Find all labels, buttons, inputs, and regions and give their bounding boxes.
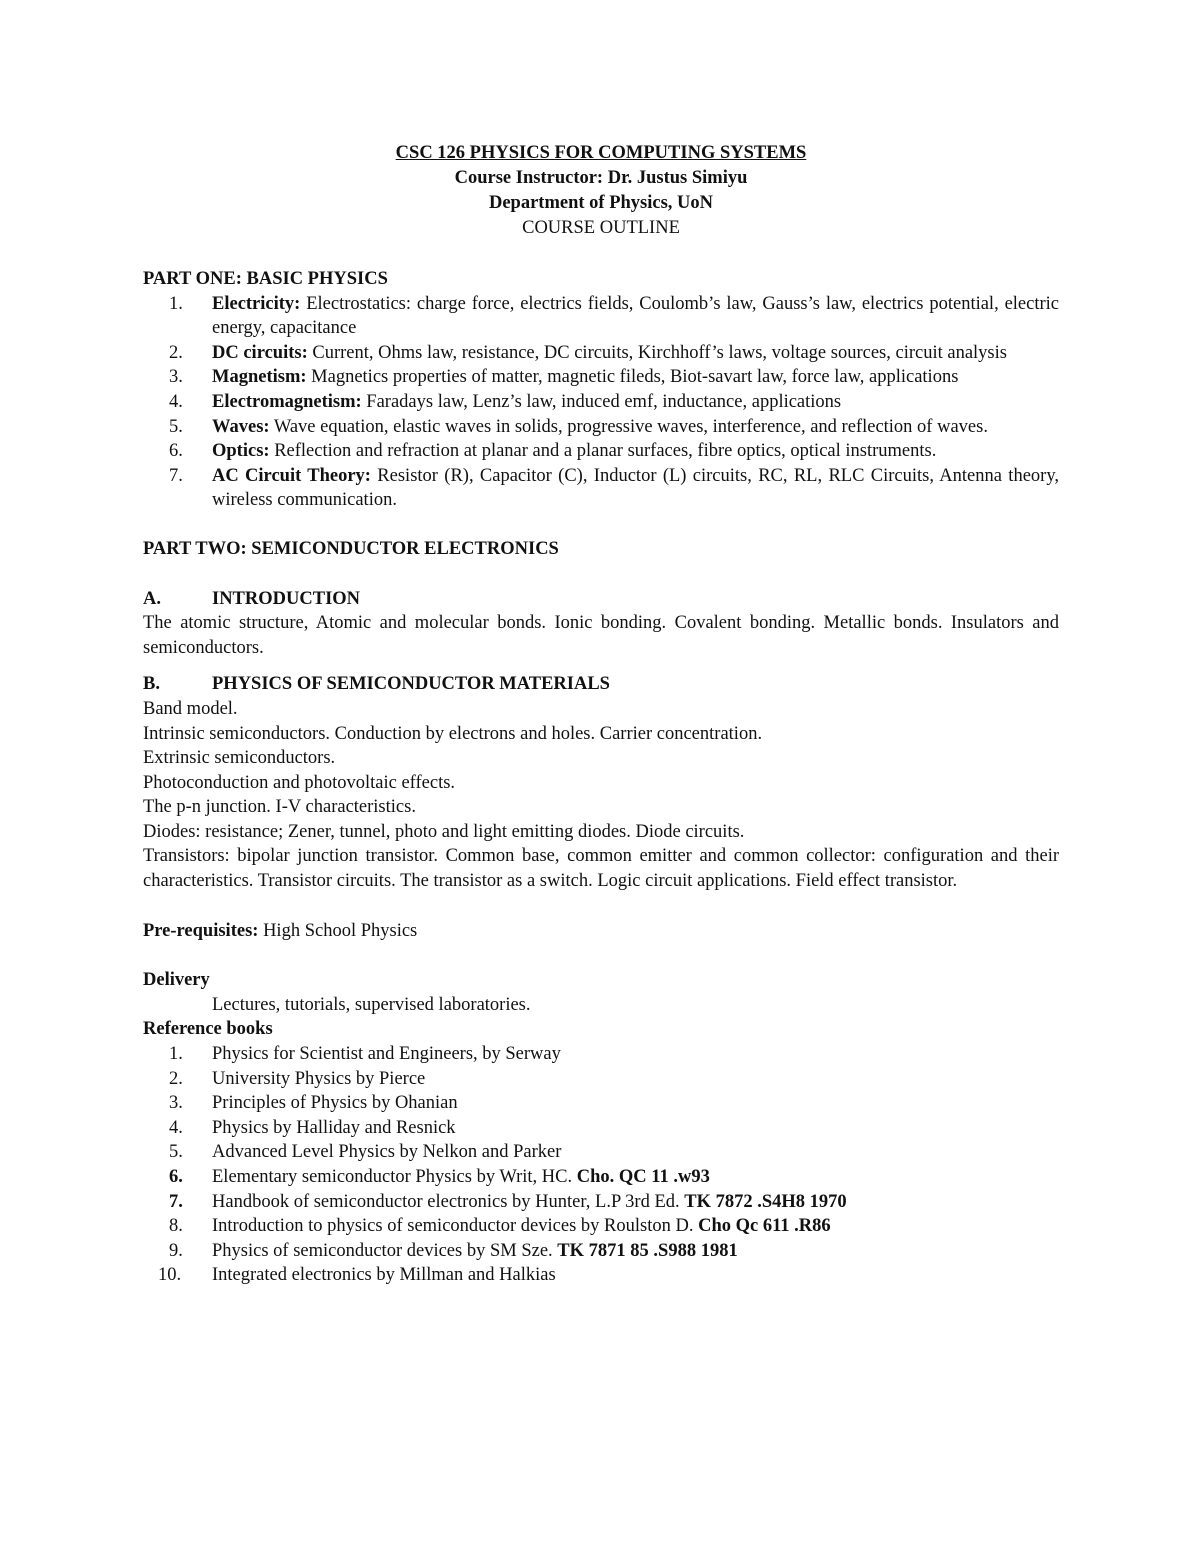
materials-line: Band model. (143, 698, 238, 719)
document-page (143, 141, 1059, 1288)
delivery-heading: Delivery (143, 970, 210, 991)
materials-line: The p-n junction. I-V characteristics. (143, 797, 416, 818)
list-item: 6. Optics: Reflection and refraction at planar and a planar surfaces, fibre optics, optical instruments. (169, 441, 937, 462)
list-item: 9. Physics of semiconductor devices by SM Sze. TK 7871 85 .S988 1981 (169, 1240, 738, 1261)
course-instructor: Course Instructor: Dr. Justus Simiyu (454, 168, 748, 188)
course-title: CSC 126 PHYSICS FOR COMPUTING SYSTEMS (395, 143, 807, 163)
department: Department of Physics, UoN (488, 193, 714, 213)
list-item: 10. Integrated electronics by Millman and Halkias (158, 1265, 556, 1286)
materials-line: Intrinsic semiconductors. Conduction by electrons and holes. Carrier concentration. (143, 723, 763, 744)
list-item: 3. Magnetism: Magnetics properties of matter, magnetic fileds, Biot-savart law, force law, applications (169, 367, 959, 388)
introduction-heading: A. INTRODUCTION (143, 588, 361, 609)
course-outline-heading: COURSE OUTLINE (522, 218, 680, 238)
list-item: 6. Elementary semiconductor Physics by Writ, HC. Cho. QC 11 .w93 (169, 1167, 710, 1187)
materials-line: Transistors: bipolar junction transistor. Common base, common emitter and common collector: configuration and their characteristics. Transistor circuits. The transistor as a switch. Logic circuit applications. Field effect transistor. (143, 846, 1059, 892)
list-item: 1. Physics for Scientist and Engineers, by Serway (169, 1044, 561, 1065)
part-one-list (143, 292, 1059, 513)
document-header (143, 141, 1059, 241)
part-two-heading: PART TWO: SEMICONDUCTOR ELECTRONICS (143, 538, 559, 559)
materials-list (143, 697, 1059, 894)
materials-heading: B. PHYSICS OF SEMICONDUCTOR MATERIALS (143, 674, 610, 695)
materials-line: Diodes: resistance; Zener, tunnel, photo and light emitting diodes. Diode circuits. (143, 821, 745, 842)
list-item: 5. Advanced Level Physics by Nelkon and Parker (169, 1142, 562, 1163)
delivery-text: Lectures, tutorials, supervised laboratories. (212, 994, 531, 1015)
list-item: 7. Handbook of semiconductor electronics by Hunter, L.P 3rd Ed. TK 7872 .S4H8 1970 (169, 1191, 847, 1212)
list-item: 3. Principles of Physics by Ohanian (169, 1093, 458, 1114)
list-item: 8. Introduction to physics of semiconductor devices by Roulston D. Cho Qc 611 .R86 (169, 1216, 831, 1237)
prerequisites: Pre-requisites: High School Physics (143, 920, 418, 941)
list-item: 7. AC Circuit Theory: Resistor (R), Capacitor (C), Inductor (L) circuits, RC, RL, RLC Circuits, Antenna theory, wireless communication. (169, 465, 1059, 511)
list-item: 2. University Physics by Pierce (169, 1068, 426, 1089)
introduction-text: The atomic structure, Atomic and molecular bonds. Ionic bonding. Covalent bonding. Metallic bonds. Insulators and semiconductors. (143, 613, 1059, 658)
list-item: 4. Electromagnetism: Faradays law, Lenz’s law, induced emf, inductance, applications (169, 391, 842, 412)
materials-line: Photoconduction and photovoltaic effects. (143, 772, 456, 793)
references-heading: Reference books (143, 1019, 273, 1040)
list-item: 1. Electricity: Electrostatics: charge force, electrics fields, Coulomb’s law, Gauss’s law, electrics potential, electric energy, capacitance (169, 293, 1059, 339)
list-item: 2. DC circuits: Current, Ohms law, resistance, DC circuits, Kirchhoff’s laws, voltage sources, circuit analysis (169, 342, 1007, 363)
list-item: 5. Waves: Wave equation, elastic waves in solids, progressive waves, interference, and reflection of waves. (169, 416, 988, 437)
list-item: 4. Physics by Halliday and Resnick (169, 1117, 456, 1138)
materials-line: Extrinsic semiconductors. (143, 748, 336, 769)
part-one-heading: PART ONE: BASIC PHYSICS (143, 269, 388, 289)
references-list (143, 1042, 1059, 1288)
